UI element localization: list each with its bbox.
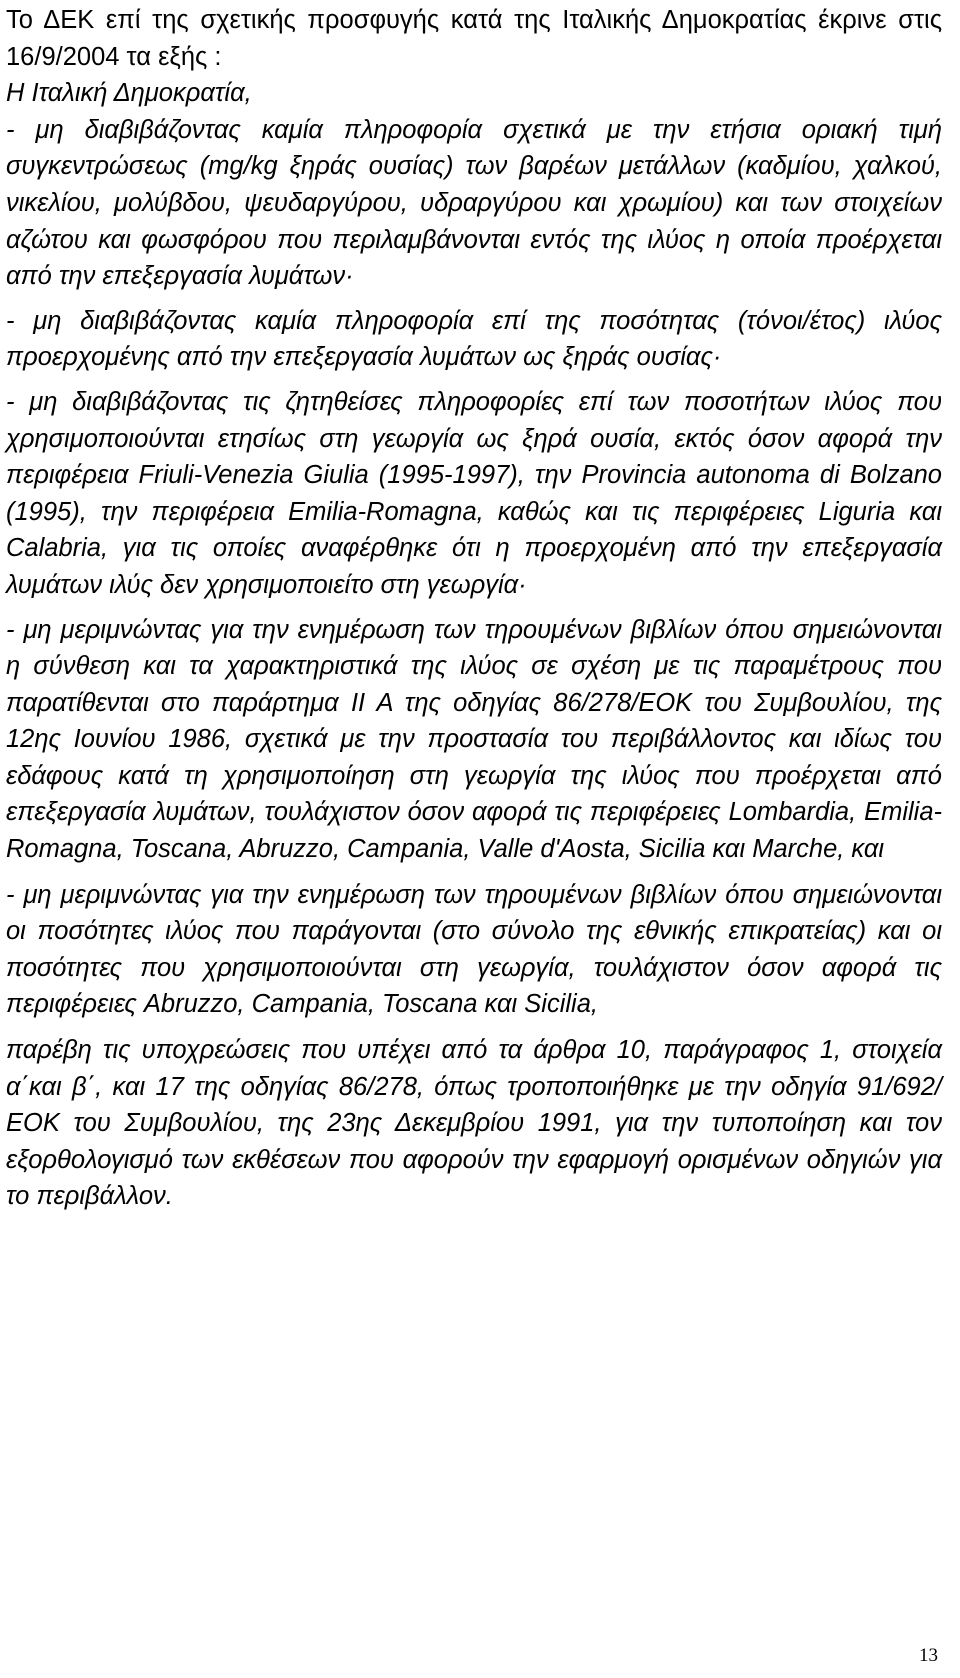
document-body <box>6 0 942 1215</box>
intro-paragraph: Το ΔΕΚ επί της σχετικής προσφυγής κατά της Ιταλικής Δημοκρατίας έκρινε στις 16/9/2004 τα εξής : <box>6 6 942 71</box>
subject-line: Η Ιταλική Δημοκρατία, <box>6 79 252 108</box>
item-paragraph-2: - μη διαβιβάζοντας καμία πληροφορία επί της ποσότητας (τόνοι/έτος) ιλύος προερχομένης από την επεξεργασία λυμάτων ως ξηράς ουσίας· <box>6 306 942 372</box>
item-paragraph-5: - μη μεριμνώντας για την ενημέρωση των τηρουμένων βιβλίων όπου σημειώνονται οι ποσότητες ιλύος που παράγονται (στο σύνολο της εθνικής επικρατείας) και οι ποσότητες που χρησιμοποιούνται στη γεωργία, τουλάχιστον όσον αφορά τις περιφέρειες Abruzzo, Campania, Toscana και Sicilia, <box>6 880 942 1019</box>
item-paragraph-3: - μη διαβιβάζοντας τις ζητηθείσες πληροφορίες επί των ποσοτήτων ιλύος που χρησιμοποιούνται ετησίως στη γεωργία ως ξηρά ουσία, εκτός όσον αφορά την περιφέρεια Friuli-Venezia Giulia (1995-1997), την Provincia autonoma di Bolzano (1995), την περιφέρεια Emilia-Romagna, καθώς και τις περιφέρειες Liguria και Calabria, για τις οποίες αναφέρθηκε ότι η προερχομένη από την επεξεργασία λυμάτων ιλύς δεν χρησιμοποιείτο στη γεωργία· <box>6 387 942 599</box>
item-paragraph-1: - μη διαβιβάζοντας καμία πληροφορία σχετικά με την ετήσια οριακή τιμή συγκεντρώσεως (mg/kg ξηράς ουσίας) των βαρέων μετάλλων (καδμίου, χαλκού, νικελίου, μολύβδου, ψευδαργύρου, υδραργύρου και χρωμίου) και των στοιχείων αζώτου και φωσφόρου που περιλαμβάνονται εντός της ιλύος η οποία προέρχεται από την επεξεργασία λυμάτων· <box>6 115 942 291</box>
conclusion-paragraph: παρέβη τις υποχρεώσεις που υπέχει από τα άρθρα 10, παράγραφος 1, στοιχεία α΄και β΄, και 17 της οδηγίας 86/278, όπως τροποποιήθηκε με την οδηγία 91/692/ΕΟΚ του Συμβουλίου, της 23ης Δεκεμβρίου 1991, για την τυποποίηση και τον εξορθολογισμό των εκθέσεων που αφορούν την εφαρμογή ορισμένων οδηγιών για το περιβάλλον. <box>6 1036 942 1211</box>
page-number: 13 <box>919 1645 938 1666</box>
item-paragraph-4: - μη μεριμνώντας για την ενημέρωση των τηρουμένων βιβλίων όπου σημειώνονται η σύνθεση και τα χαρακτηριστικά της ιλύος σε σχέση με τις παραμέτρους που παρατίθενται στο παράρτημα II A της οδηγίας 86/278/ΕΟΚ του Συμβουλίου, της 12ης Ιουνίου 1986, σχετικά με την προστασία του περιβάλλοντος και ιδίως του εδάφους κατά τη χρησιμοποίηση στη γεωργία της ιλύος που προέρχεται από επεξεργασία λυμάτων, τουλάχιστον όσον αφορά τις περιφέρειες Lombardia, Emilia-Romagna, Toscana, Abruzzo, Campania, Valle d'Aosta, Sicilia και Marche, και <box>6 615 942 864</box>
